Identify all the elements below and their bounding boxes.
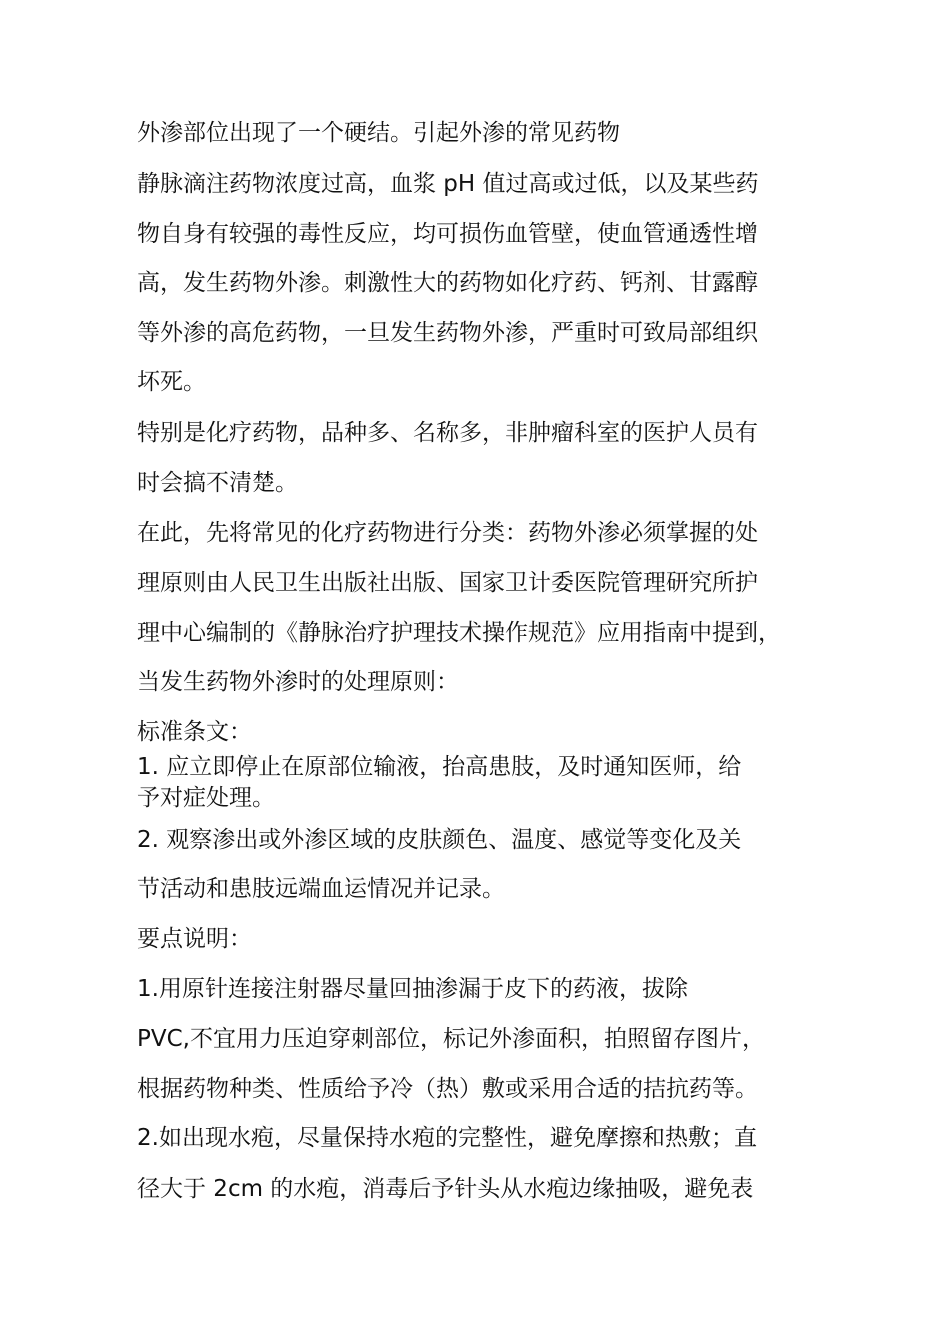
paragraph-line: 理中心编制的《静脉治疗护理技术操作规范》应用指南中提到， bbox=[137, 620, 781, 646]
paragraph-line: 1. 应立即停止在原部位输液，抬高患肢，及时通知医师，给 bbox=[137, 754, 742, 780]
paragraph-line: 径大于 2cm 的水疱，消毒后予针头从水疱边缘抽吸，避免表 bbox=[137, 1176, 754, 1202]
paragraph-line: 2. 观察渗出或外渗区域的皮肤颜色、温度、感觉等变化及关 bbox=[137, 827, 742, 853]
paragraph-line: 物自身有较强的毒性反应，均可损伤血管壁，使血管通透性增 bbox=[137, 221, 758, 247]
paragraph-line: 理原则由人民卫生出版社出版、国家卫计委医院管理研究所护 bbox=[137, 570, 758, 596]
paragraph-line: 2.如出现水疱，尽量保持水疱的完整性，避免摩擦和热敷；直 bbox=[137, 1125, 757, 1151]
section-heading: 要点说明： bbox=[137, 926, 252, 952]
paragraph-line: 根据药物种类、性质给予冷（热）敷或采用合适的拮抗药等。 bbox=[137, 1076, 758, 1102]
paragraph-line: 节活动和患肢远端血运情况并记录。 bbox=[137, 876, 505, 902]
paragraph-line: PVC,不宜用力压迫穿刺部位，标记外渗面积，拍照留存图片， bbox=[137, 1026, 765, 1052]
paragraph-line: 高，发生药物外渗。刺激性大的药物如化疗药、钙剂、甘露醇 bbox=[137, 270, 758, 296]
paragraph-line: 坏死。 bbox=[137, 369, 206, 395]
paragraph-line: 等外渗的高危药物，一旦发生药物外渗，严重时可致局部组织 bbox=[137, 320, 758, 346]
paragraph-line: 1.用原针连接注射器尽量回抽渗漏于皮下的药液，拔除 bbox=[137, 976, 688, 1002]
paragraph-line: 在此，先将常见的化疗药物进行分类：药物外渗必须掌握的处 bbox=[137, 520, 758, 546]
paragraph-line: 当发生药物外渗时的处理原则： bbox=[137, 669, 459, 695]
paragraph-line: 外渗部位出现了一个硬结。引起外渗的常见药物 bbox=[137, 120, 620, 146]
paragraph-line: 时会搞不清楚。 bbox=[137, 470, 298, 496]
paragraph-line: 予对症处理。 bbox=[137, 785, 275, 811]
paragraph-line: 静脉滴注药物浓度过高，血浆 pH 值过高或过低，以及某些药 bbox=[137, 171, 759, 197]
section-heading: 标准条文： bbox=[137, 719, 252, 745]
paragraph-line: 特别是化疗药物，品种多、名称多，非肿瘤科室的医护人员有 bbox=[137, 420, 758, 446]
